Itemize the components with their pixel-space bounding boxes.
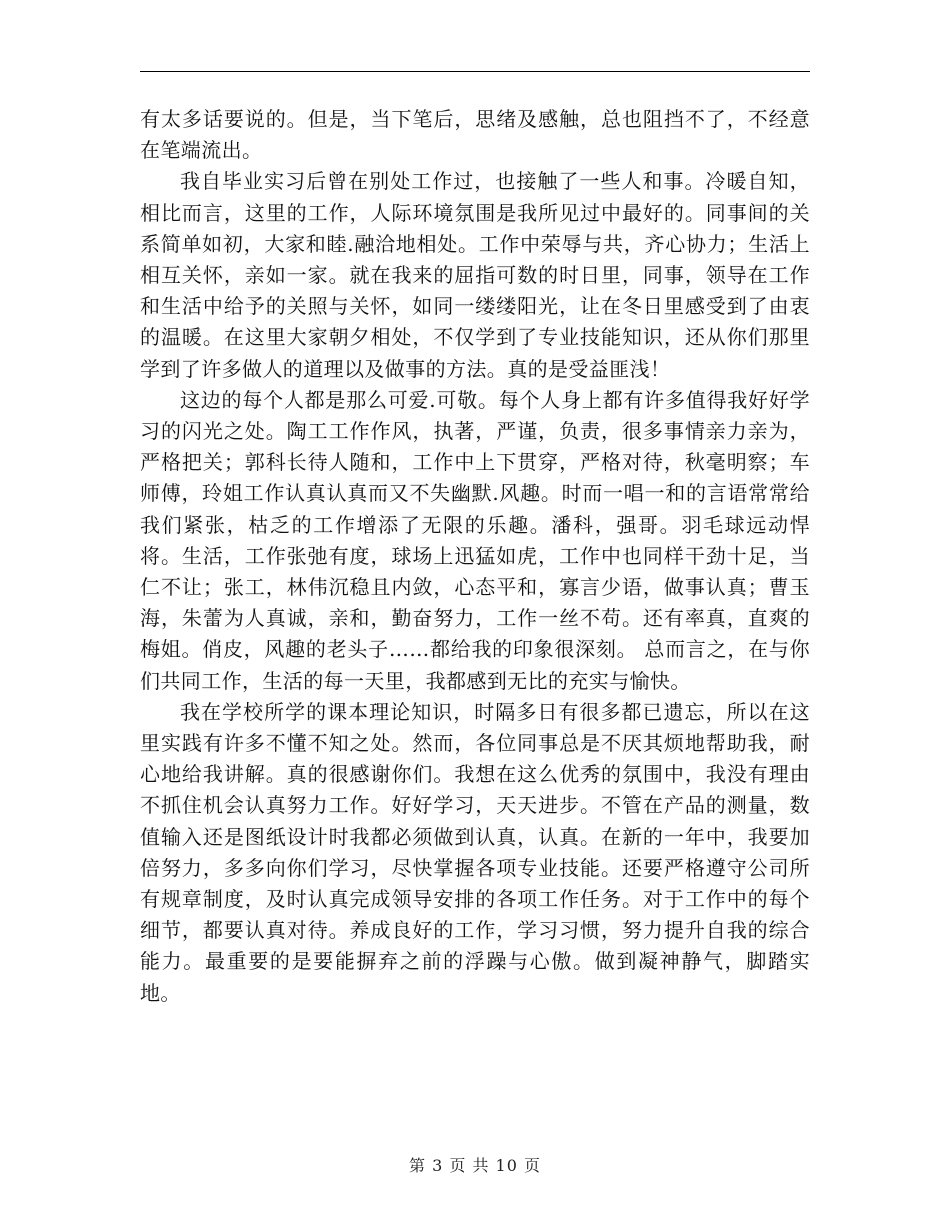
paragraph-2: 我自毕业实习后曾在别处工作过，也接触了一些人和事。冷暖自知，相比而言，这里的工作，人际环境氛围是我所见过中最好的。同事间的关系简单如初，大家和睦.融洽地相处。工作中荣辱与共，齐心协力；生活上相互关怀，亲如一家。就在我来的屈指可数的时日里，同事，领导在工作和生活中给予的关照与关怀，如同一缕缕阳光，让在冬日里感受到了由衷的温暖。在这里大家朝夕相处，不仅学到了专业技能知识，还从你们那里学到了许多做人的道理以及做事的方法。真的是受益匪浅！ [140, 169, 810, 381]
header-rule [140, 71, 810, 72]
paragraph-4: 我在学校所学的课本理论知识，时隔多日有很多都已遗忘，所以在这里实践有许多不懂不知之处。然而，各位同事总是不厌其烦地帮助我，耐心地给我讲解。真的很感谢你们。我想在这么优秀的氛围中，我没有理由不抓住机会认真努力工作。好好学习，天天进步。不管在产品的测量，数值输入还是图纸设计时我都必须做到认真，认真。在新的一年中，我要加倍努力，多多向你们学习，尽快掌握各项专业技能。还要严格遵守公司所有规章制度，及时认真完成领导安排的各项工作任务。对于工作中的每个细节，都要认真对待。养成良好的工作，学习习惯，努力提升自我的综合能力。最重要的是要能摒弃之前的浮躁与心傲。做到凝神静气，脚踏实地。 [140, 699, 810, 1005]
paragraph-1: 有太多话要说的。但是，当下笔后，思绪及感触，总也阻挡不了，不经意在笔端流出。 [140, 107, 810, 163]
document-body [140, 104, 810, 1009]
page-number-footer: 第 3 页 共 10 页 [409, 1156, 541, 1175]
paragraph-3: 这边的每个人都是那么可爱.可敬。每个人身上都有许多值得我好好学习的闪光之处。陶工工作作风，执著，严谨，负责，很多事情亲力亲为，严格把关；郭科长待人随和，工作中上下贯穿，严格对待，秋毫明察；车师傅，玲姐工作认真认真而又不失幽默.风趣。时而一唱一和的言语常常给我们紧张，枯乏的工作增添了无限的乐趣。潘科，强哥。羽毛球远动悍将。生活，工作张弛有度，球场上迅猛如虎，工作中也同样干劲十足，当仁不让；张工，林伟沉稳且内敛，心态平和，寡言少语，做事认真；曹玉海，朱蕾为人真诚，亲和，勤奋努力，工作一丝不苟。还有率真，直爽的梅姐。俏皮，风趣的老头子……都给我的印象很深刻。 总而言之，在与你们共同工作，生活的每一天里，我都感到无比的充实与愉快。 [140, 387, 810, 693]
